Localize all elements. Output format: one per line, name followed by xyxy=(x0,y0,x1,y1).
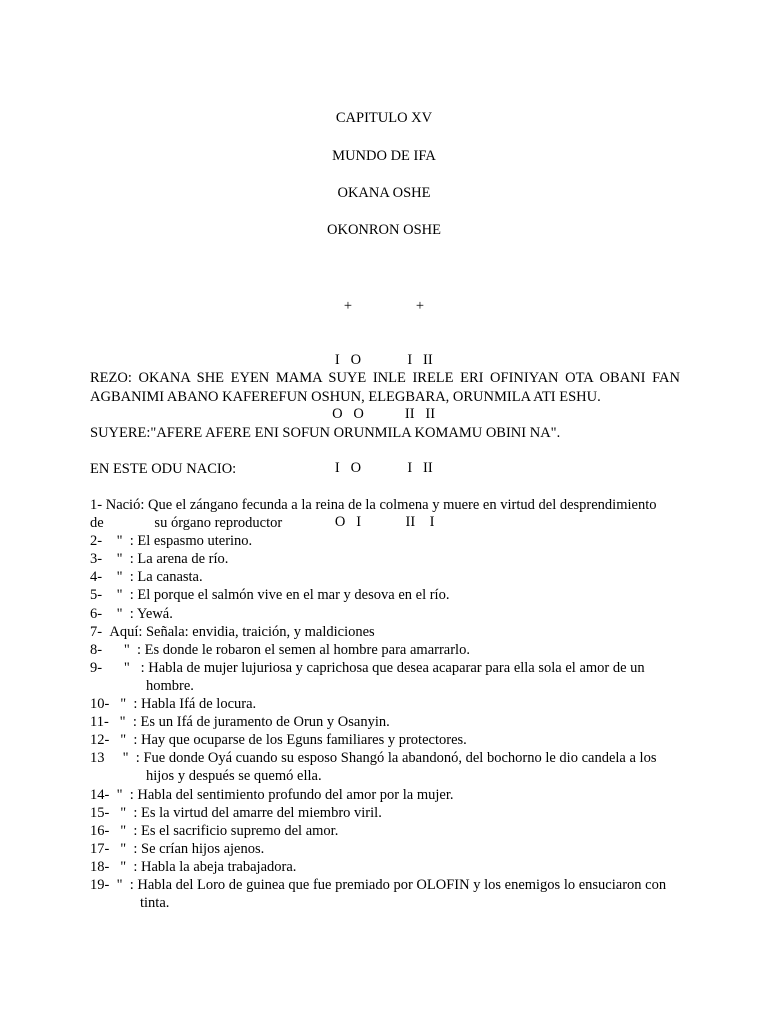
item-text: : El espasmo uterino. xyxy=(129,533,253,550)
item-text: : Habla Ifá de locura. xyxy=(133,696,257,713)
list-item xyxy=(90,496,682,514)
item-number: 2- " xyxy=(90,533,130,550)
item-number: 8- " xyxy=(90,641,137,658)
sign-mark: I II xyxy=(407,460,433,476)
item-continuation: tinta. xyxy=(140,895,170,912)
item-continuation: de su órgano reproductor xyxy=(90,515,283,532)
suyere-paragraph: SUYERE:"AFERE AFERE ENI SOFUN ORUNMILA KOMAMU OBINI NA". xyxy=(90,425,561,441)
sign-mark: + xyxy=(415,298,425,314)
list-item xyxy=(90,550,682,568)
item-text: Nació: Que el zángano fecunda a la reina de la colmena y muere en virtud del desprendimiento xyxy=(105,497,657,513)
item-text: : La canasta. xyxy=(129,569,203,586)
sign-mark: I O xyxy=(334,460,362,476)
list-item xyxy=(90,731,682,749)
item-text: : Es donde le robaron el semen al hombre para amarrarlo. xyxy=(137,641,470,658)
list-item xyxy=(90,641,682,659)
rezo-paragraph: REZO: OKANA SHE EYEN MAMA SUYE INLE IRELE ERI OFINIYAN OTA OBANI FAN AGBANIMI ABANO KAFEREFUN OSHUN, ELEGBARA, ORUNMILA ATI ESHU. xyxy=(90,370,680,405)
item-text: : El porque el salmón vive en el mar y desova en el río. xyxy=(129,587,450,604)
item-number: 7- xyxy=(90,623,110,640)
item-number: 13 " xyxy=(90,750,136,767)
world-title: MUNDO DE IFA xyxy=(332,148,436,164)
list-item xyxy=(90,804,682,822)
item-text: : Es el sacrificio supremo del amor. xyxy=(133,822,339,839)
item-number: 17- " xyxy=(90,840,134,857)
list-item xyxy=(90,840,682,858)
list-item xyxy=(90,623,682,641)
list-item xyxy=(90,695,682,713)
odu-alt-name: OKONRON OSHE xyxy=(327,222,441,238)
list-item xyxy=(90,586,682,604)
item-text: : Es un Ifá de juramento de Orun y Osanyin. xyxy=(132,714,390,731)
list-item xyxy=(90,713,682,731)
sign-mark: II II xyxy=(404,406,436,422)
list-item xyxy=(90,605,682,623)
item-number: 18- " xyxy=(90,858,134,875)
item-number: 10- " xyxy=(90,696,134,713)
list-item xyxy=(90,822,682,840)
item-text: : Yewá. xyxy=(129,605,173,622)
item-text: : Fue donde Oyá cuando su esposo Shangó la abandonó, del bochorno le dio candela a los xyxy=(135,750,657,767)
item-number: 3- " xyxy=(90,551,130,568)
item-number: 16- " xyxy=(90,822,134,839)
list-item xyxy=(90,568,682,586)
list-item xyxy=(90,876,682,894)
chapter-title: CAPITULO XV xyxy=(335,110,433,126)
item-text: : Se crían hijos ajenos. xyxy=(133,840,265,857)
item-text: : Habla la abeja trabajadora. xyxy=(133,858,297,875)
sign-mark: II I xyxy=(405,514,435,530)
nacio-heading: EN ESTE ODU NACIO: xyxy=(90,461,237,477)
odu-name: OKANA OSHE xyxy=(337,185,431,201)
list-item xyxy=(90,532,682,550)
birth-list xyxy=(90,496,682,912)
item-number: 12- " xyxy=(90,732,134,749)
item-number: 14- " xyxy=(90,786,130,803)
item-continuation: hombre. xyxy=(146,677,194,694)
list-item xyxy=(90,749,682,767)
sign-mark: O I xyxy=(334,514,362,530)
item-number: 4- " xyxy=(90,569,130,586)
item-text: : Es la virtud del amarre del miembro viril. xyxy=(133,804,382,821)
item-number: 19- " xyxy=(90,876,130,893)
list-item xyxy=(90,858,682,876)
list-item xyxy=(90,659,682,677)
sign-mark: I O xyxy=(334,352,362,368)
sign-mark: O O xyxy=(332,406,364,422)
item-number: 11- " xyxy=(90,714,133,731)
item-text: : La arena de río. xyxy=(129,551,229,568)
item-continuation: hijos y después se quemó ella. xyxy=(146,768,322,785)
item-text: : Habla del Loro de guinea que fue premiado por OLOFIN y los enemigos lo ensuciaron con xyxy=(129,876,667,893)
item-number: 1- xyxy=(90,497,106,513)
item-text: : Habla de mujer lujuriosa y caprichosa que desea acaparar para ella sola el amor de un xyxy=(140,659,645,676)
item-number: 6- " xyxy=(90,605,130,622)
item-text: : Habla del sentimiento profundo del amor por la mujer. xyxy=(129,786,454,803)
sign-mark: + xyxy=(343,298,353,314)
item-number: 15- " xyxy=(90,804,134,821)
item-text: : Hay que ocuparse de los Eguns familiares y protectores. xyxy=(133,732,467,749)
item-number: 9- " xyxy=(90,659,141,676)
list-item xyxy=(90,786,682,804)
item-text: Aquí: Señala: envidia, traición, y maldiciones xyxy=(109,623,375,640)
sign-mark: I II xyxy=(407,352,433,368)
item-number: 5- " xyxy=(90,587,130,604)
